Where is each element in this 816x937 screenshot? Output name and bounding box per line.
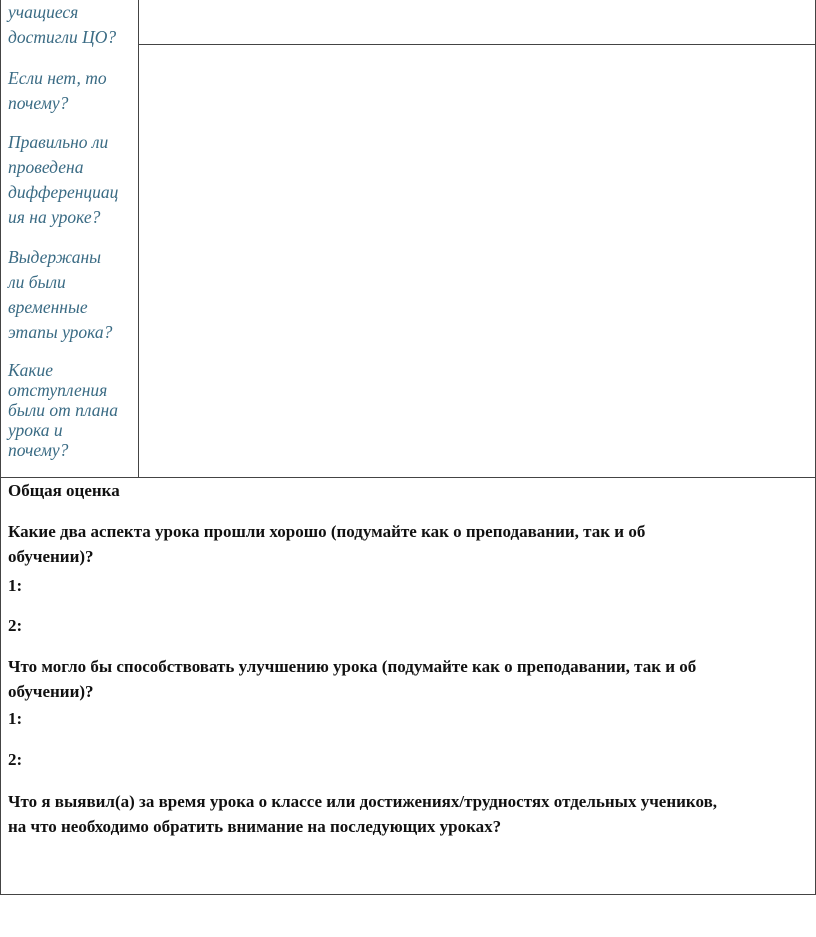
question-what-could-improve: [8, 654, 808, 704]
question-line: почему?: [8, 440, 69, 460]
question-line: дифференциац: [8, 182, 119, 202]
question-line: Если нет, то: [8, 68, 107, 88]
question-deviations: [8, 360, 118, 460]
question-if-not-why: [8, 66, 107, 116]
question-line: проведена: [8, 157, 84, 177]
question-line: на что необходимо обратить внимание на последующих уроках?: [8, 817, 502, 836]
section-divider: [0, 477, 815, 478]
question-line: обучении)?: [8, 682, 94, 701]
question-time-stages: [8, 245, 112, 345]
answer-item-4: 2:: [8, 750, 23, 769]
column-divider: [138, 0, 139, 477]
question-line: Выдержаны: [8, 247, 102, 267]
table-left-border: [0, 0, 1, 895]
question-line: учащиеся: [8, 2, 79, 22]
question-line: Какие два аспекта урока прошли хорошо (подумайте как о преподавании, так и об: [8, 522, 646, 541]
question-line: отступления: [8, 380, 108, 400]
answer-item-2: 2:: [8, 616, 23, 635]
answer-item-3: 1:: [8, 709, 23, 728]
question-line: Правильно ли: [8, 132, 109, 152]
question-line: Какие: [8, 360, 54, 380]
question-line: достигли ЦО?: [8, 27, 117, 47]
question-line: ия на уроке?: [8, 207, 101, 227]
question-line: Что я выявил(а) за время урока о классе или достижениях/трудностях отдельных учеников,: [8, 792, 717, 811]
question-line: урока и: [8, 420, 63, 440]
question-line: почему?: [8, 93, 69, 113]
question-line: ли были: [8, 272, 66, 292]
question-line: Что могло бы способствовать улучшению урока (подумайте как о преподавании, так и об: [8, 657, 697, 676]
table-bottom-border: [0, 894, 816, 895]
question-what-did-i-discover: [8, 789, 808, 839]
question-what-went-well: [8, 519, 808, 569]
question-line: обучении)?: [8, 547, 94, 566]
question-achieved-goals: [8, 0, 116, 50]
question-line: этапы урока?: [8, 322, 113, 342]
answer-item-1: 1:: [8, 576, 23, 595]
question-differentiation: [8, 130, 118, 230]
question-line: временные: [8, 297, 88, 317]
right-cell-row-divider: [138, 44, 815, 45]
question-line: были от плана: [8, 400, 118, 420]
assessment-title: Общая оценка: [8, 481, 120, 500]
